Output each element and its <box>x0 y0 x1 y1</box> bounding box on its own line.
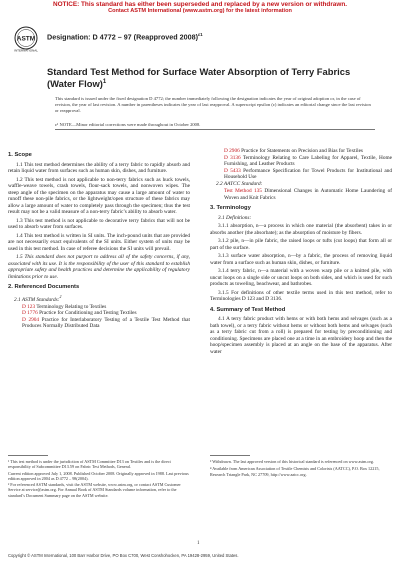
astm-logo-icon <box>13 26 39 52</box>
left-column <box>8 148 190 330</box>
section-heading-summary: 4. Summary of Test Method <box>210 306 286 313</box>
scope-para: 1.2 This test method is not applicable to non-terry fabrics such as huck towels, waffle-weave towels, crash towels, flour-sack towels, and nonwoven wipes. The steep angle of the specimen on the apparatus may cause a large amount of water to runoff these non-pile fabrics, or the lightweight/open structure of these fabrics may allow a large amount of water to completely pass through the specimen; thus the test result may not be a valid measure of a non-terry fabric’s ability to absorb water. <box>8 176 190 215</box>
logo-caption: INTERNATIONAL <box>14 48 38 52</box>
notice-line-1: NOTICE: This standard has either been superseded and replaced by a new version or withdrawn. <box>52 1 348 8</box>
svg-text:ASTM: ASTM <box>16 35 36 43</box>
scope-para: 1.1 This test method determines the ability of a terry fabric to rapidly absorb and retain liquid water from surfaces such as human skin, dishes, and furniture. <box>8 161 190 174</box>
footnotes-left <box>8 459 190 498</box>
reference-item: D 5433 Performance Specification for Towel Products for Institutional and Household Use <box>224 167 392 180</box>
reference-item: D 3136 Terminology Relating to Care Labeling for Apparel, Textile, Home Furnishing, and Leather Products <box>224 154 392 167</box>
footnotes-right <box>210 459 392 477</box>
reference-link[interactable]: D 5433 <box>224 167 241 174</box>
reference-item: D 2906 Practice for Statements on Precision and Bias for Textiles <box>224 148 363 154</box>
copyright-footer: Copyright © ASTM International, 100 Barr Harbor Drive, PO Box C700, West Conshohocken, PA 19428-2959, United States. <box>8 553 239 558</box>
reference-link[interactable]: D 2904 <box>22 316 40 323</box>
footnote: ³ Withdrawn. The last approved version of this historical standard is referenced on www.astm.org. <box>210 459 374 464</box>
terminology-para: 3.1.2 pile, n—in pile fabric, the raised loops or tufts (cut loops) that form all or part of the surface. <box>210 238 392 251</box>
reference-item: D 1776 Practice for Conditioning and Testing Textiles <box>22 310 137 317</box>
page-number: 1 <box>197 541 200 546</box>
terminology-para: 3.1.3 surface water absorption, n—by a fabric, the process of removing liquid water from a surface such as human skin, dishes, or furniture. <box>210 253 392 266</box>
terminology-para: 3.1.4 terry fabric, n—a material with a woven warp pile or a knitted pile, with uncut loops on a single side or uncut loops on both sides, and which is used for such products as toweling, beachwear, and bathrobes. <box>210 268 392 287</box>
reference-link[interactable]: D 1776 <box>22 310 38 317</box>
footnote: ⁴ Available from American Association of Textile Chemists and Colorists (AATCC), P.O. Box 12215, Research Triangle Park, NC 27709, http://www.aatcc.org. <box>210 466 380 477</box>
issue-note: This standard is issued under the fixed designation D 4772; the number immediately following the designation indicates the year of original adoption or, in the case of revision, the year of last revision. A number in parentheses indicates the year of last reapproval. A superscript epsilon (ε) indicates an editorial change since the last revision or reapproval. <box>55 96 371 113</box>
document-title: Standard Test Method for Surface Water Absorption of Terry Fabrics (Water Flow)$^1$ <box>47 66 351 90</box>
reference-link[interactable]: D 3136 <box>224 154 241 161</box>
footnote: ² For referenced ASTM standards, visit the ASTM website, www.astm.org, or contact ASTM Customer Service at service@astm.org. For Annual Book of ASTM Standards volume information, refer to the standard’s Document Summary page on the ASTM website. <box>8 482 181 498</box>
reference-item: Test Method 135 Dimensional Changes in Automatic Home Laundering of Woven and Knit Fabrics <box>224 188 392 201</box>
terminology-para: 3.1 Definitions: <box>218 214 252 221</box>
notice-line-2: Contact ASTM International (www.astm.org) for the latest information <box>108 8 292 14</box>
notice-banner <box>0 0 400 15</box>
scope-para: 1.3 This test method is not applicable to decorative terry fabrics that will not be used to absorb water from surfaces. <box>8 217 190 230</box>
designation: Designation: D 4772 – 97 (Reapproved 2008)$^{\varepsilon 1}$ <box>47 32 203 42</box>
aatcc-subheading: 2.2 AATCC Standard: <box>216 180 263 187</box>
scope-para: 1.5 This standard does not purport to address all of the safety concerns, if any, associated with its use. It is the responsibility of the user of this standard to establish appropriate safety and health practices and determine the applicability of regulatory limitations prior to use. <box>8 254 190 280</box>
scope-para: 1.4 This test method is written in SI units. The inch-pound units that are provided are not necessarily exact equivalents of the SI units. Either system of units may be used in this test method. In case of referee decisions the SI units will prevail. <box>8 232 190 252</box>
section-heading-scope: 1. Scope <box>8 152 32 158</box>
reference-item: D 123 Terminology Relating to Textiles <box>22 303 107 310</box>
footnote-divider <box>8 455 48 456</box>
reference-link[interactable]: Test Method 135 <box>224 188 262 194</box>
editorial-note: ε¹ NOTE—Minor editorial corrections were made throughout in October 2008. <box>55 122 201 127</box>
terminology-para: 3.1.1 absorption, n—a process in which one material (the absorbent) takes in or absorbs another (the absorbate); as the absorption of moisture by fibers. <box>210 223 392 236</box>
footnote: ¹ This test method is under the jurisdiction of ASTM Committee D13 on Textiles and is the direct responsibility of Subcommittee D13.59 on Fabric Test Methods, General. <box>8 459 171 470</box>
reference-link[interactable]: D 123 <box>22 303 36 310</box>
terminology-para: 3.1.5 For definitions of other textile terms used in this test method, refer to Terminologies D 123 and D 3136. <box>210 289 392 302</box>
reference-link[interactable]: D 2906 <box>224 148 240 154</box>
section-heading-terminology: 3. Terminology <box>210 205 251 211</box>
refs-subheading: 2.1 ASTM Standards:$^2$ <box>14 294 62 303</box>
footnote: Current edition approved July 1, 2008. Published October 2008. Originally approved in 1988. Last previous edition approved in 2004 as D 4772 – 98(2004). <box>8 470 189 481</box>
section-heading-refs: 2. Referenced Documents <box>8 284 80 290</box>
divider <box>55 129 375 130</box>
footnote-divider <box>210 455 250 456</box>
right-column <box>210 148 392 357</box>
summary-para: 4.1 A terry fabric product with hems or with both hems and selvages (such as a bath towel), or a terry fabric without hems or without both hems and selvages (such as a terry fabric cut from a roll) is prepared for testing by preconditioning and conditioning. Specimens are placed one at a time in an embroidery hoop and then the hoop/specimen assembly is placed at an angle on the base of the apparatus. After water <box>210 316 392 355</box>
reference-item: D 2904 Practice for Interlaboratory Testing of a Textile Test Method that Produces Normally Distributed Data <box>22 316 190 330</box>
